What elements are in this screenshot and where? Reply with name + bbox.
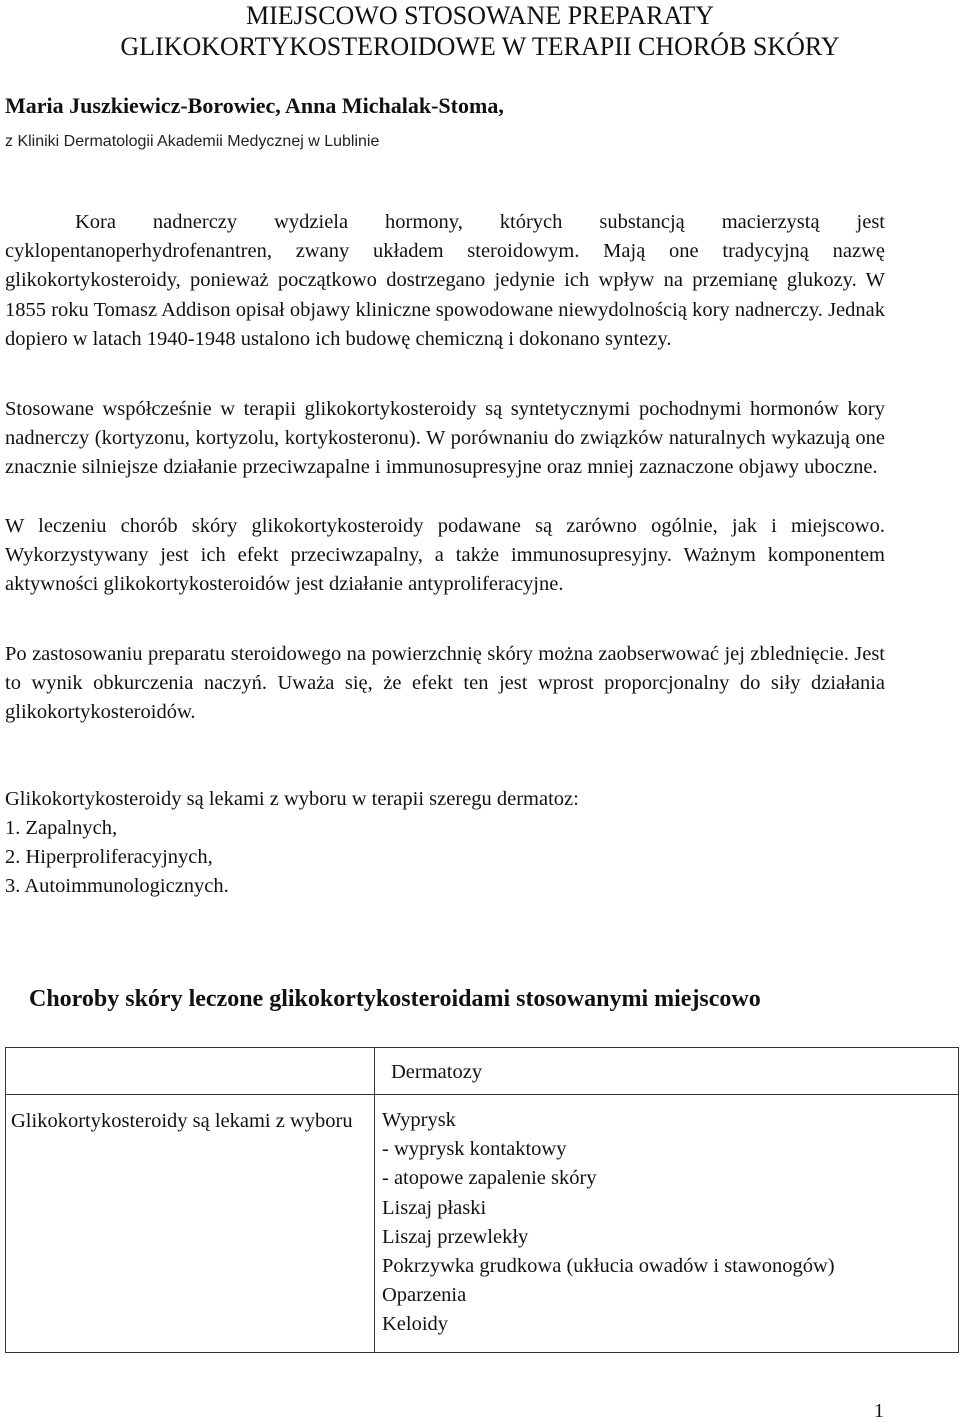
table-header-cell: Dermatozy [375,1048,959,1095]
paragraph-treatment: W leczeniu chorób skóry glikokortykosteroidy podawane są zarówno ogólnie, jak i miejscowo. Wykorzystywany jest ich efekt przeciwzapalny, a także immunosupresyjny. Ważnym komponentem aktywności glikokortykosteroidów jest działanie antyproliferacyjne. [5,515,885,596]
table-empty-cell [6,1048,375,1095]
list-item: 3. Autoimmunologicznych. [5,875,229,897]
table-entry: Oparzenia [382,1284,467,1307]
table-header-row [6,1048,959,1095]
list-item: 2. Hiperproliferacyjnych, [5,846,213,868]
page-number: 1 [874,1400,884,1422]
table-entry: Wyprysk [382,1109,456,1131]
table-entry: Keloidy [382,1313,449,1336]
table-entry: Liszaj przewlekły [382,1225,529,1248]
table-row-label: Glikokortykosteroidy są lekami z wyboru [6,1095,375,1353]
paragraph-blanching: Po zastosowaniu preparatu steroidowego na powierzchnię skóry można zaobserwować jej zblednięcie. Jest to wynik obkurczenia naczyń. Uważa się, że efekt ten jest wprost proporcjonalny do siły działania glikokortykosteroidów. [5,643,885,724]
paragraph-intro: Kora nadnerczy wydziela hormony, których substancją macierzystą jest cyklopentanoperhydrofenantren, zwany układem steroidowym. Mają one tradycyjną nazwę glikokortykosteroidy, ponieważ początkowo dostrzegano jedynie ich wpływ na przemianę glukozy. W 1855 roku Tomasz Addison opisał objawy kliniczne spowodowane niewydolnością kory nadnerczy. Jednak dopiero w latach 1940-1948 ustalono ich budowę chemiczną i dokonano syntezy. [5,211,885,350]
list-intro: Glikokortykosteroidy są lekami z wyboru w terapii szeregu dermatoz: [5,788,579,810]
table-entry: Pokrzywka grudkowa (ukłucia owadów i stawonogów) [382,1255,835,1278]
list-item: 1. Zapalnych, [5,817,118,839]
table-entry: - wyprysk kontaktowy [382,1138,567,1161]
document-title [0,0,960,62]
table-row [6,1095,959,1353]
table-entries-cell [375,1095,959,1353]
title-line-2: GLIKOKORTYKOSTEROIDOWE W TERAPII CHORÓB SKÓRY [120,32,840,61]
table-entry: Liszaj płaski [382,1196,487,1219]
paragraph-synthetic: Stosowane współcześnie w terapii glikokortykosteroidy są syntetycznymi pochodnymi hormonów kory nadnerczy (kortyzonu, kortyzolu, kortykosteronu). W porównaniu do związków naturalnych wykazują one znacznie silniejsze działanie przeciwzapalne i immunosupresyjne oraz mniej zaznaczone objawy uboczne. [5,398,885,479]
title-line-1: MIEJSCOWO STOSOWANE PREPARATY [245,1,715,30]
dermatoses-table [5,1047,959,1353]
section-heading: Choroby skóry leczone glikokortykosteroidami stosowanymi miejscowo [29,986,761,1012]
affiliation: z Kliniki Dermatologii Akademii Medycznej w Lublinie [5,133,380,150]
authors: Maria Juszkiewicz-Borowiec, Anna Michalak-Stoma, [5,93,504,118]
table-entry: - atopowe zapalenie skóry [382,1167,597,1190]
